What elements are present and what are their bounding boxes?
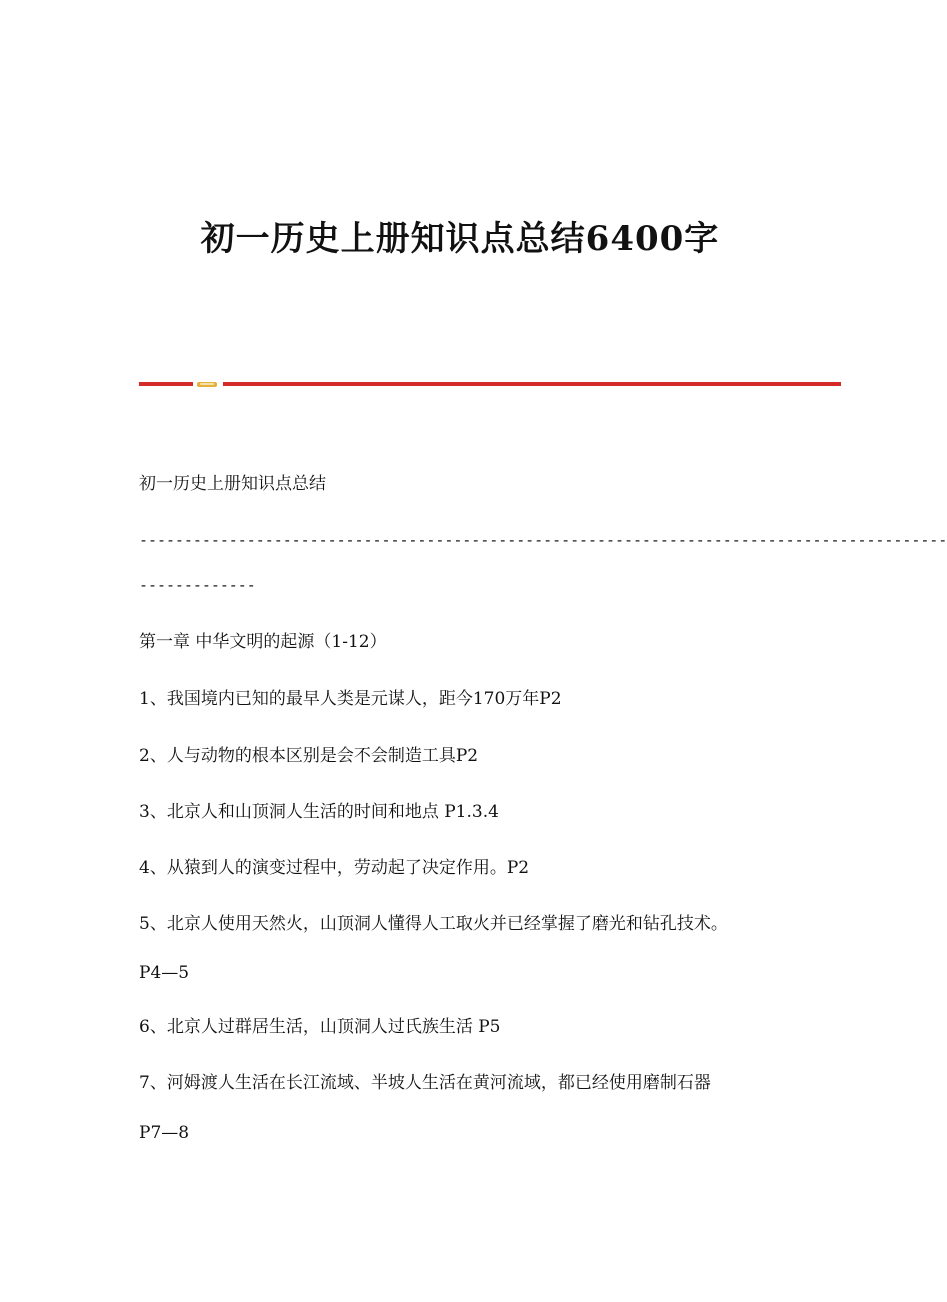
list-item-6: 6、北京人过群居生活，山顶洞人过氏族生活 P5 — [139, 1017, 501, 1037]
list-item-5-continuation: P4—5 — [139, 963, 190, 983]
list-item-3: 3、北京人和山顶洞人生活的时间和地点 P1.3.4 — [139, 802, 499, 822]
divider-right-segment — [223, 382, 841, 386]
list-item-7: 7、河姆渡人生活在长江流域、半坡人生活在黄河流域，都已经使用磨制石器 — [139, 1073, 711, 1093]
separator-line-1: ------------------------------------------------------------------------------------------ — [139, 531, 947, 549]
list-item-4: 4、从猿到人的演变过程中，劳动起了决定作用。P2 — [139, 858, 530, 878]
divider-left-segment — [139, 382, 193, 386]
document-title: 初一历史上册知识点总结6400字 — [200, 219, 720, 259]
document-subtitle: 初一历史上册知识点总结 — [139, 474, 326, 494]
list-item-2: 2、人与动物的根本区别是会不会制造工具P2 — [139, 746, 479, 766]
list-item-7-continuation: P7—8 — [139, 1123, 190, 1143]
chapter-heading: 第一章 中华文明的起源（1-12） — [139, 632, 387, 652]
title-divider — [139, 379, 841, 389]
divider-ornament-icon — [196, 380, 218, 388]
list-item-5: 5、北京人使用天然火，山顶洞人懂得人工取火并已经掌握了磨光和钻孔技术。 — [139, 914, 728, 934]
separator-line-2: ------------- — [139, 576, 256, 594]
list-item-1: 1、我国境内已知的最早人类是元谋人，距今170万年P2 — [139, 689, 562, 709]
